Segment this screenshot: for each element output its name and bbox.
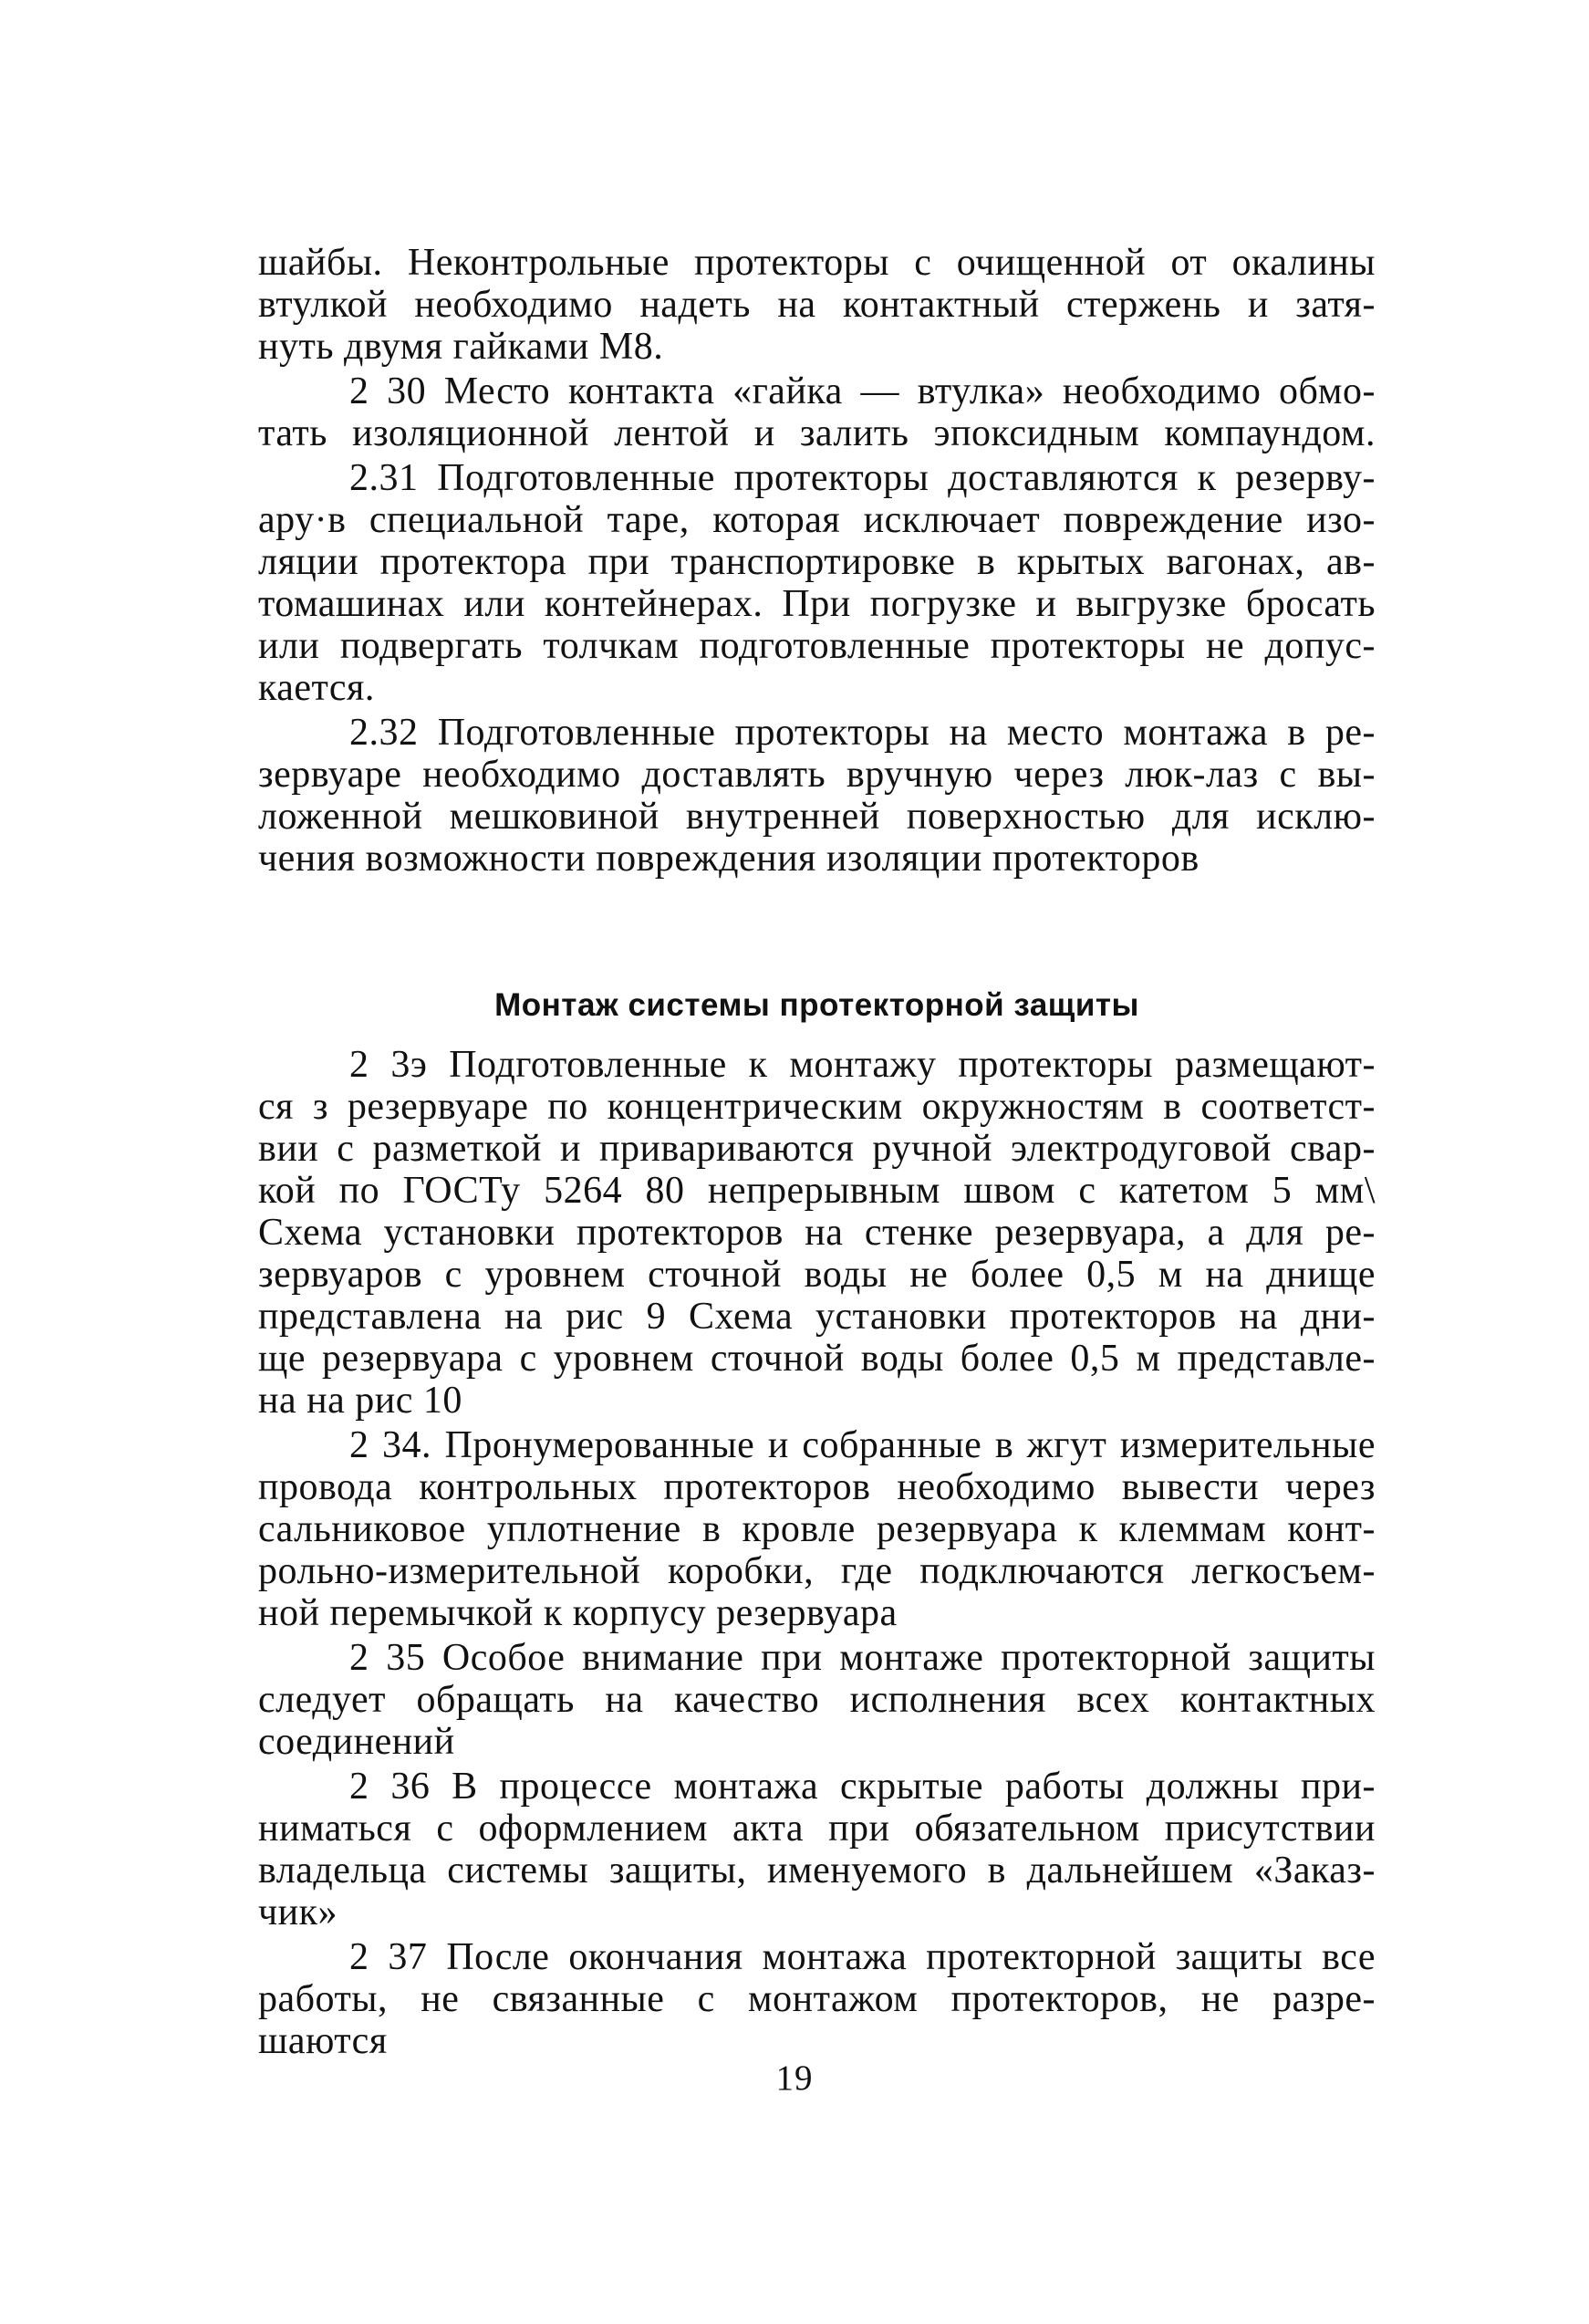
text-line: владельца системы защиты, именуемого в дальнейшем «Заказ-	[258, 1850, 1376, 1892]
text-line: тать изоляционной лентой и залить эпоксидным компаундом.	[258, 412, 1376, 454]
paragraph-2-36	[258, 1766, 1376, 1933]
text-line: зервуаре необходимо доставлять вручную через люк-лаз с вы-	[258, 754, 1376, 796]
paragraph-2-37	[258, 1936, 1376, 2062]
text-line: ложенной мешковиной внутренней поверхностью для исклю-	[258, 796, 1376, 838]
text-line: представлена на рис 9 Схема установки протекторов на дни-	[258, 1296, 1376, 1338]
text-line: на на рис 10	[258, 1380, 462, 1422]
text-line: шайбы. Неконтрольные протекторы с очищенной от окалины	[258, 242, 1376, 284]
text-line: Схема установки протекторов на стенке резервуара, а для ре-	[258, 1212, 1376, 1254]
paragraph-2-35	[258, 1637, 1376, 1763]
text-line: томашинах или контейнерах. При погрузке и выгрузке бросать	[258, 583, 1376, 625]
text-line: 2 36 В процессе монтажа скрытые работы должны при-	[349, 1766, 1376, 1808]
text-line: соединений	[258, 1721, 455, 1763]
paragraph-2-34	[258, 1424, 1376, 1634]
text-line: кается.	[258, 667, 375, 709]
paragraph-2-32	[258, 712, 1376, 880]
text-line: 2 37 После окончания монтажа протекторной защиты все	[349, 1936, 1376, 1978]
text-line: провода контрольных протекторов необходимо вывести через	[258, 1466, 1376, 1508]
text-line: шаются	[258, 2020, 388, 2062]
text-line: или подвергать толчкам подготовленные протекторы не допус-	[258, 625, 1376, 667]
text-line: ся з резервуаре по концентрическим окружностям в соответст-	[258, 1086, 1376, 1128]
text-line: ще резервуара с уровнем сточной воды более 0,5 м представле-	[258, 1338, 1376, 1380]
text-line: 2.32 Подготовленные протекторы на место монтажа в ре-	[349, 712, 1376, 754]
section-heading: Монтаж системы протекторной защиты	[494, 987, 1139, 1023]
text-line: чения возможности повреждения изоляции протекторов	[258, 838, 1200, 880]
paragraph-2-31	[258, 457, 1376, 709]
text-line: работы, не связанные с монтажом протекторов, не разре-	[258, 1978, 1376, 2020]
text-line: 2.31 Подготовленные протекторы доставляются к резерву-	[349, 457, 1376, 499]
text-line: рольно-измерительной коробки, где подключаются легкосъем-	[258, 1550, 1376, 1592]
paragraph-continuation	[258, 242, 1376, 368]
text-line: кой по ГОСТу 5264 80 непрерывным швом с катетом 5 мм\	[258, 1170, 1376, 1212]
text-line: следует обращать на качество исполнения всех контактных	[258, 1679, 1376, 1721]
text-line: сальниковое уплотнение в кровле резервуара к клеммам конт-	[258, 1508, 1376, 1550]
paragraph-2-33	[258, 1044, 1376, 1422]
text-line: втулкой необходимо надеть на контактный стержень и затя-	[258, 284, 1376, 326]
paragraph-2-30	[258, 370, 1376, 454]
document-page	[258, 242, 1376, 2065]
text-line: ниматься с оформлением акта при обязательном присутствии	[258, 1808, 1376, 1850]
text-line: вии с разметкой и привариваются ручной электродуговой свар-	[258, 1128, 1376, 1170]
text-line: ной перемычкой к корпусу резервуара	[258, 1592, 898, 1634]
text-line: 2 35 Особое внимание при монтаже протекторной защиты	[349, 1637, 1376, 1679]
text-line: зервуаров с уровнем сточной воды не более 0,5 м на днище	[258, 1254, 1376, 1296]
text-line: ару·в специальной таре, которая исключает повреждение изо-	[258, 499, 1376, 541]
text-line: нуть двумя гайками М8.	[258, 326, 664, 368]
text-line: 2 3э Подготовленные к монтажу протекторы размещают-	[349, 1044, 1376, 1086]
text-line: чик»	[258, 1892, 338, 1933]
text-line: 2 34. Пронумерованные и собранные в жгут измерительные	[349, 1424, 1376, 1466]
text-line: ляции протектора при транспортировке в крытых вагонах, ав-	[258, 541, 1376, 583]
page-number: 19	[775, 2058, 814, 2098]
text-line: 2 30 Место контакта «гайка — втулка» необходимо обмо-	[349, 370, 1376, 412]
